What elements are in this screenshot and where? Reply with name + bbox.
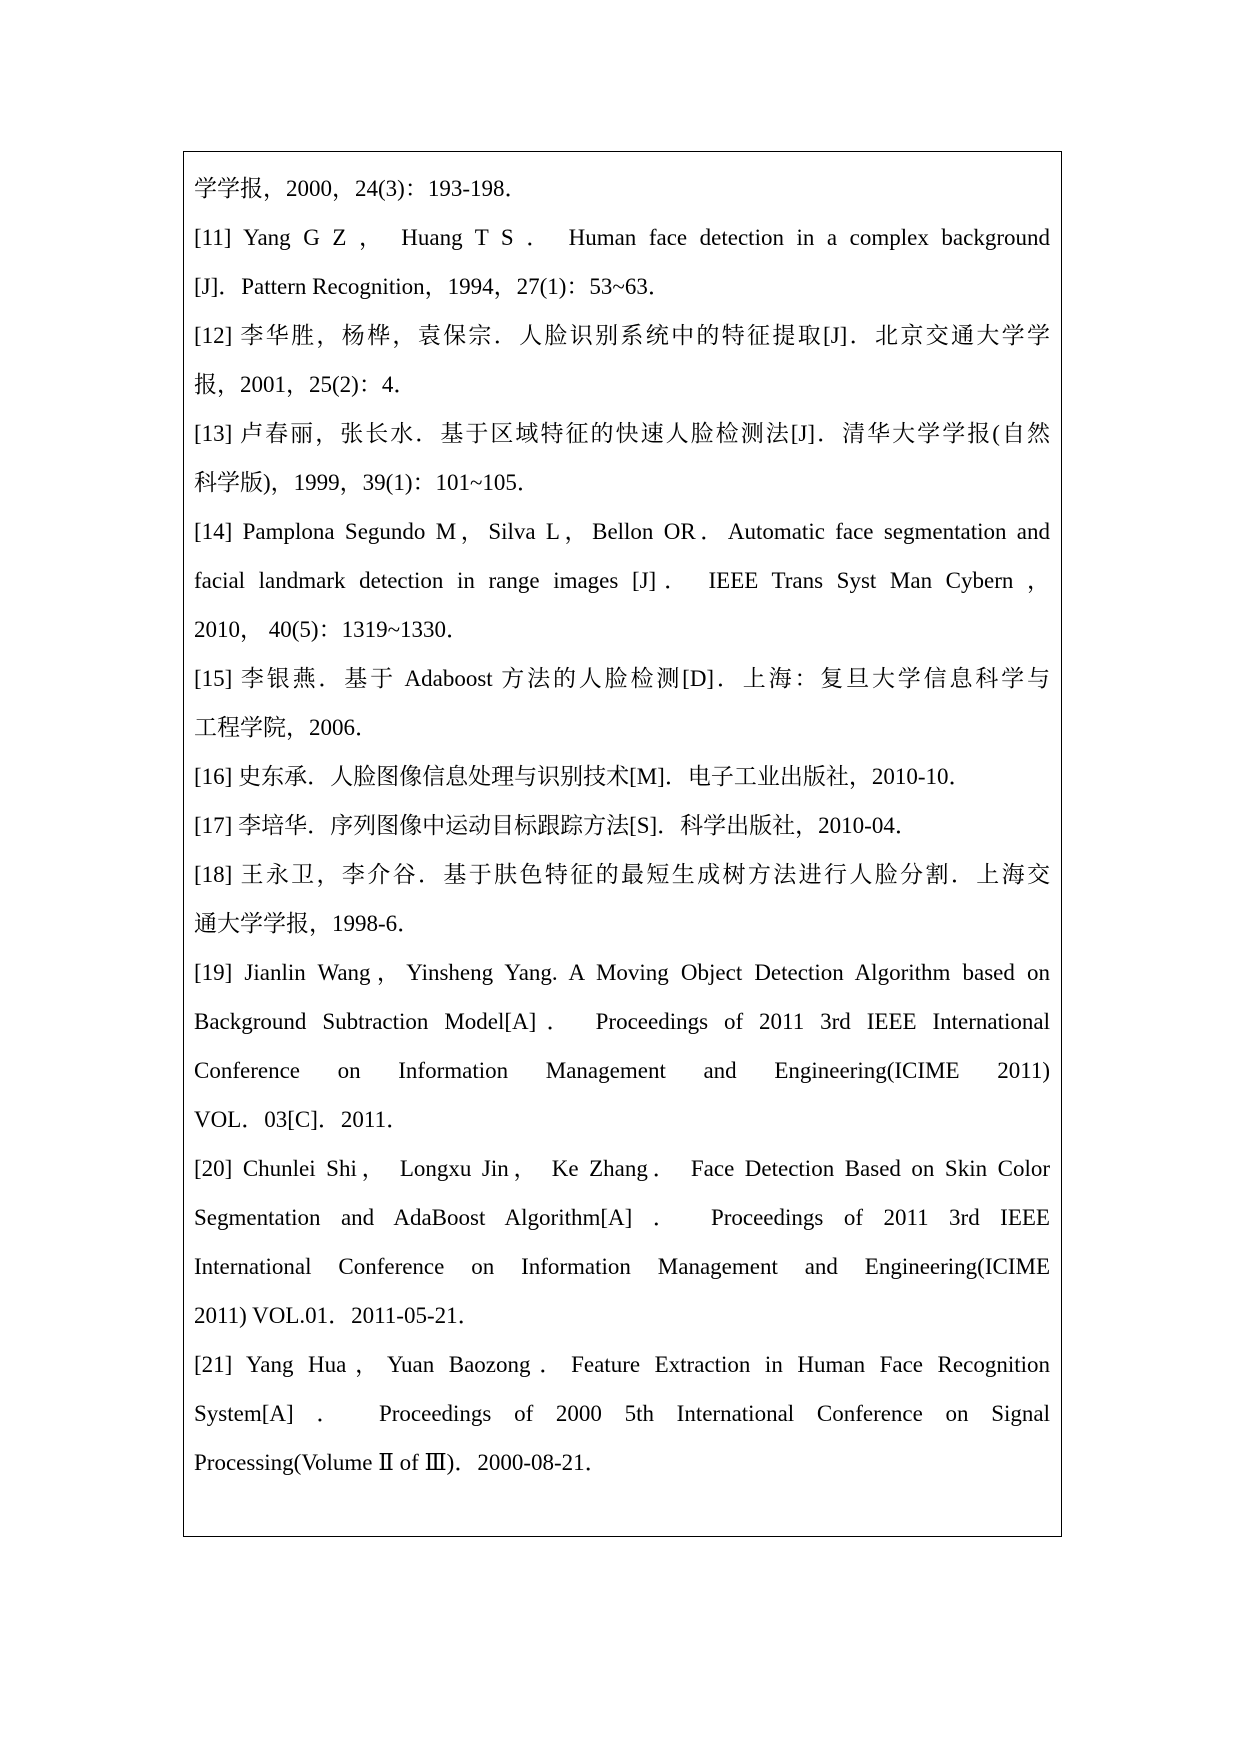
reference-line: 工程学院，2006．	[194, 715, 378, 740]
reference-line: International Conference on Information Management and Engineering(ICIME	[194, 1254, 1050, 1279]
reference-line: [J]．Pattern Recognition，1994，27(1)：53~63．	[194, 274, 671, 299]
reference-line: [20] Chunlei Shi， Longxu Jin， Ke Zhang． Face Detection Based on Skin Color	[194, 1156, 1050, 1181]
reference-line: 科学版)，1999，39(1)：101~105．	[194, 470, 540, 495]
reference-line: facial landmark detection in range images [J]． IEEE Trans Syst Man Cybern ，	[194, 568, 1050, 593]
reference-line: [12] 李华胜，杨桦，袁保宗．人脸识别系统中的特征提取[J]．北京交通大学学	[194, 323, 1050, 348]
reference-line: [19] Jianlin Wang，Yinsheng Yang. A Moving Object Detection Algorithm based on	[194, 960, 1050, 985]
reference-box	[183, 151, 1062, 1537]
reference-line: [18] 王永卫，李介谷．基于肤色特征的最短生成树方法进行人脸分割．上海交	[194, 862, 1050, 887]
reference-line: [21] Yang Hua，Yuan Baozong．Feature Extraction in Human Face Recognition	[194, 1352, 1050, 1377]
reference-line: [14] Pamplona Segundo M，Silva L，Bellon OR．Automatic face segmentation and	[194, 519, 1050, 544]
reference-line: 2011) VOL.01．2011-05-21．	[194, 1303, 481, 1328]
reference-line: 2010， 40(5)：1319~1330．	[194, 617, 470, 642]
reference-list	[194, 164, 1050, 1487]
reference-line: System[A] ． Proceedings of 2000 5th International Conference on Signal	[194, 1401, 1050, 1426]
reference-line: [15] 李银燕．基于 Adaboost 方法的人脸检测[D]．上海：复旦大学信息科学与	[194, 666, 1050, 691]
reference-line: Conference on Information Management and Engineering(ICIME 2011)	[194, 1058, 1050, 1083]
reference-line: 报，2001，25(2)：4．	[194, 372, 417, 397]
reference-line: Background Subtraction Model[A]． Proceedings of 2011 3rd IEEE International	[194, 1009, 1050, 1034]
reference-line: Segmentation and AdaBoost Algorithm[A] ． Proceedings of 2011 3rd IEEE	[194, 1205, 1050, 1230]
reference-line: [13] 卢春丽，张长水．基于区域特征的快速人脸检测法[J]．清华大学学报(自然	[194, 421, 1050, 446]
reference-line: [17] 李培华．序列图像中运动目标跟踪方法[S]．科学出版社，2010-04．	[194, 813, 918, 838]
reference-line: 学学报，2000，24(3)：193-198．	[194, 176, 528, 201]
reference-line: VOL．03[C]．2011．	[194, 1107, 410, 1132]
reference-line: Processing(Volume Ⅱ of Ⅲ)．2000-08-21．	[194, 1450, 608, 1475]
reference-line: 通大学学报，1998-6．	[194, 911, 421, 936]
reference-line: [16] 史东承．人脸图像信息处理与识别技术[M]．电子工业出版社，2010-10．	[194, 764, 972, 789]
reference-line: [11] Yang G Z ， Huang T S ． Human face detection in a complex background	[194, 225, 1050, 250]
